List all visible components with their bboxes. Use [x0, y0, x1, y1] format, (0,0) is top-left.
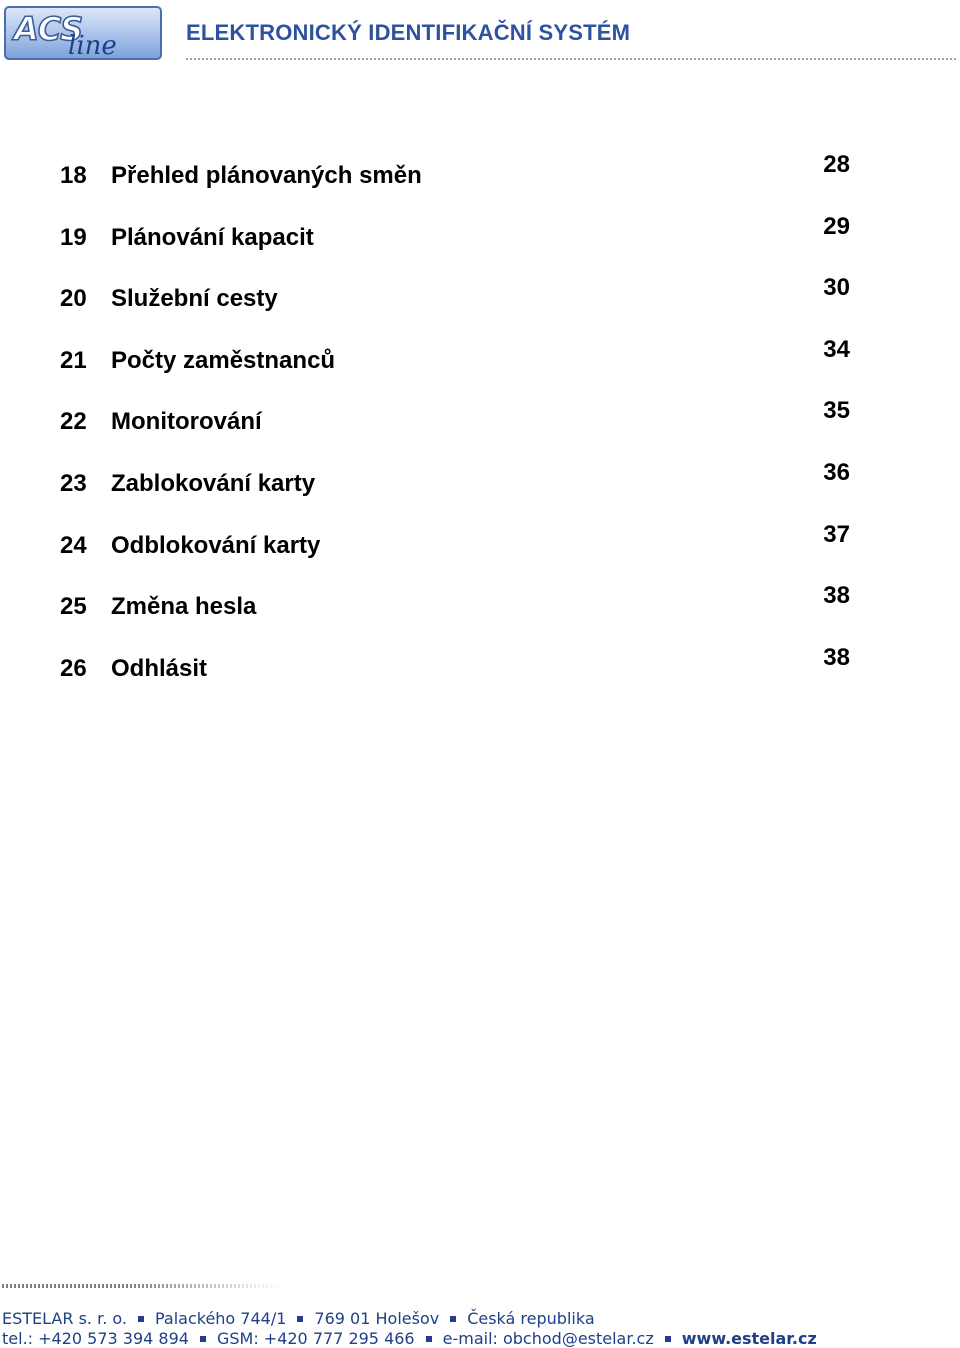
toc-page-number: 37	[823, 521, 850, 548]
toc-number: 25	[60, 593, 87, 620]
toc-number: 18	[60, 162, 87, 189]
footer-divider	[2, 1284, 282, 1288]
bullet-separator-icon	[426, 1336, 432, 1342]
toc-row[interactable]	[0, 151, 960, 202]
footer-email[interactable]: e-mail: obchod@estelar.cz	[442, 1329, 654, 1348]
footer-country: Česká republika	[467, 1309, 595, 1328]
toc-page-number: 36	[823, 459, 850, 486]
bullet-separator-icon	[138, 1316, 144, 1322]
toc-title: Plánování kapacit	[111, 224, 314, 251]
toc-number: 23	[60, 470, 87, 497]
footer-company: ESTELAR s. r. o.	[2, 1309, 127, 1328]
svg-text:ACS: ACS	[14, 10, 84, 48]
toc-page-number: 28	[823, 151, 850, 178]
toc-title: Zablokování karty	[111, 470, 316, 497]
toc-number: 24	[60, 532, 87, 559]
bullet-separator-icon	[297, 1316, 303, 1322]
bullet-separator-icon	[665, 1336, 671, 1342]
toc-page-number: 29	[823, 213, 850, 240]
toc-title: Změna hesla	[111, 593, 257, 620]
toc-row[interactable]	[0, 274, 960, 325]
footer-website-link[interactable]: www.estelar.cz	[681, 1329, 817, 1348]
footer-address-line	[2, 1309, 595, 1328]
toc-row[interactable]	[0, 397, 960, 448]
toc-page-number: 35	[823, 397, 850, 424]
toc-page-number: 30	[823, 274, 850, 301]
svg-text:line: line	[68, 31, 117, 58]
header-title: ELEKTRONICKÝ IDENTIFIKAČNÍ SYSTÉM	[186, 20, 631, 45]
toc-row[interactable]	[0, 521, 960, 572]
footer-city: 769 01 Holešov	[314, 1309, 440, 1328]
toc-title: Odhlásit	[111, 655, 208, 682]
toc-page-number: 38	[823, 644, 850, 671]
toc-number: 26	[60, 655, 87, 682]
bullet-separator-icon	[450, 1316, 456, 1322]
toc-row[interactable]	[0, 644, 960, 695]
toc-title: Monitorování	[111, 408, 262, 435]
toc-number: 20	[60, 285, 87, 312]
toc-number: 22	[60, 408, 87, 435]
toc-title: Odblokování karty	[111, 532, 321, 559]
toc-number: 21	[60, 347, 87, 374]
footer-contact-line	[2, 1329, 817, 1348]
footer-gsm: GSM: +420 777 295 466	[216, 1329, 415, 1348]
toc-row[interactable]	[0, 336, 960, 387]
toc-title: Přehled plánovaných směn	[111, 162, 422, 189]
toc-number: 19	[60, 224, 87, 251]
toc-page-number: 38	[823, 582, 850, 609]
toc-title: Počty zaměstnanců	[111, 347, 336, 374]
toc-row[interactable]	[0, 459, 960, 510]
bullet-separator-icon	[200, 1336, 206, 1342]
toc-row[interactable]	[0, 213, 960, 264]
toc-page-number: 34	[823, 336, 850, 363]
footer-phone: tel.: +420 573 394 894	[2, 1329, 189, 1348]
toc-row[interactable]	[0, 582, 960, 633]
toc-title: Služební cesty	[111, 285, 278, 312]
footer-street: Palackého 744/1	[154, 1309, 287, 1328]
